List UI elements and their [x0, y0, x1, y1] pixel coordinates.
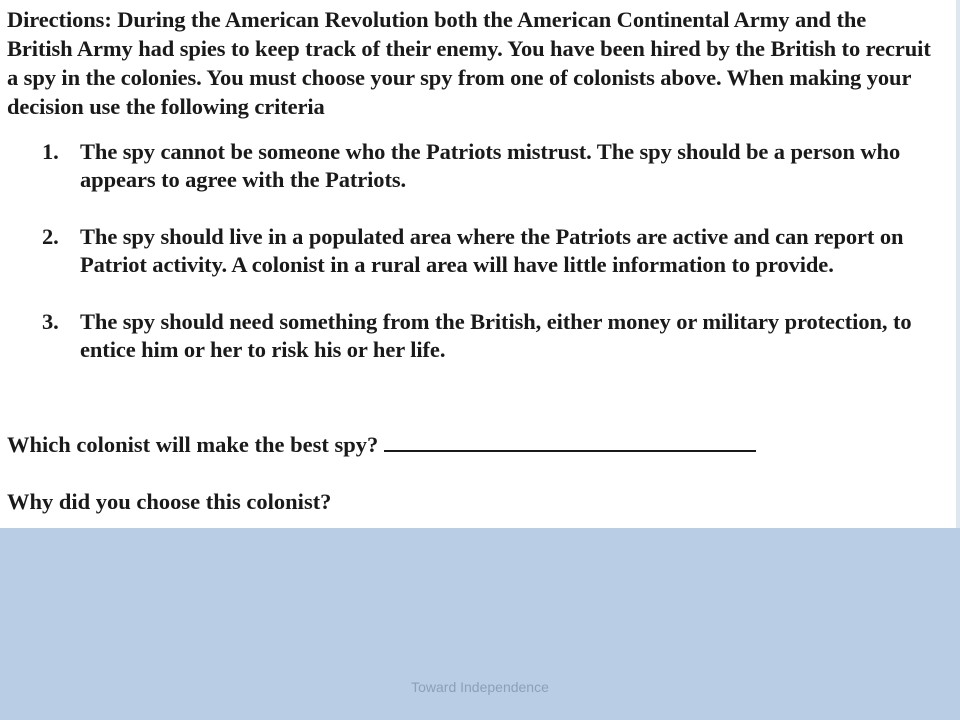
criteria-number: 3. — [42, 309, 59, 334]
directions-paragraph: Directions: During the American Revolution both the American Continental Army and the British Army had spies to keep track of their enemy. You have been hired by the British to recruit a spy in the colonies. You must choose your spy from one of colonists above. When making your decision use the following criteria — [7, 7, 931, 119]
why-question: Why did you choose this colonist? — [7, 489, 332, 514]
page-edge-divider — [956, 0, 960, 528]
criteria-text: The spy cannot be someone who the Patriots mistrust. The spy should be a person who appears to agree with the Patriots. — [80, 139, 901, 192]
criteria-item — [7, 223, 955, 279]
criteria-text: The spy should live in a populated area where the Patriots are active and can report on Patriot activity. A colonist in a rural area will have little information to provide. — [80, 224, 904, 277]
slide-footer: Toward Independence — [411, 679, 549, 695]
criteria-number: 2. — [42, 224, 59, 249]
best-spy-question-text: Which colonist will make the best spy? — [7, 432, 379, 457]
criteria-text: The spy should need something from the British, either money or military protection, to entice him or her to risk his or her life. — [80, 309, 912, 362]
best-spy-question — [7, 430, 756, 459]
criteria-number: 1. — [42, 139, 59, 164]
criteria-item — [7, 308, 955, 364]
criteria-item — [7, 138, 955, 194]
answer-blank-line — [384, 450, 756, 452]
criteria-list — [7, 138, 956, 364]
